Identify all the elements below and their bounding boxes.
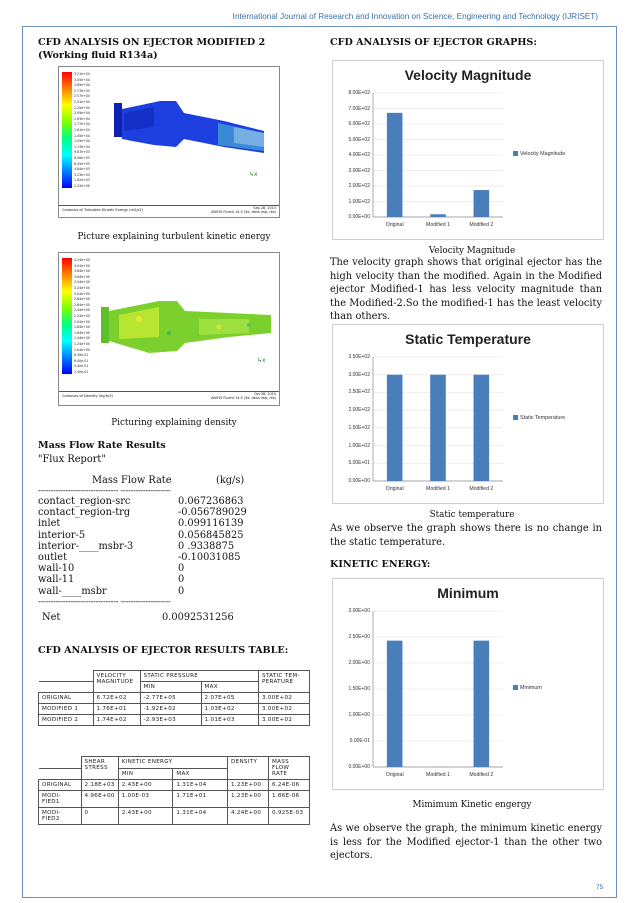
flux-row-name: interior-____msbr-3: [38, 540, 134, 552]
figure-caption-velocity: Velocity Magnitude: [428, 246, 516, 256]
table-row: MODI-FIED1 4.96E+00 1.00E-03 1.71E+01 1.23E+00 1.86E-06: [39, 791, 310, 808]
x-category-label: Modified 2: [469, 222, 494, 228]
flux-row-name: interior-5: [38, 529, 86, 541]
legend-value: 2.44e+00: [74, 308, 90, 313]
journal-header: International Journal of Research and Innovation on Science, Engineering and Technology (IJRISET): [232, 12, 598, 21]
header-kinetic-energy: KINETIC ENERGY: [118, 757, 227, 769]
legend-value: 1.29e+04: [74, 139, 90, 144]
flux-row-name: contact_region-src: [38, 496, 131, 507]
header-shear-stress: SHEAR STRESS: [81, 757, 118, 780]
legend-value: 2.25e+04: [74, 105, 90, 110]
page-border-right: [616, 26, 617, 898]
legend-value: 1.61e+04: [74, 128, 90, 132]
x-category-label: Modified 1: [426, 772, 450, 778]
figure-caption-turbulent-ke: Picture explaining turbulent kinetic energy: [77, 232, 271, 242]
y-tick-label: 3.00E+00: [348, 608, 370, 614]
kinetic-energy-heading: KINETIC ENERGY:: [330, 559, 431, 570]
mass-flow-divider: -------------------------------- --------------------: [38, 486, 171, 495]
header-density: DENSITY: [228, 757, 269, 780]
bar: [430, 375, 446, 481]
x-category-label: Original: [385, 772, 404, 778]
y-tick-label: 2.50E+02: [348, 389, 370, 396]
x-category-label: Original: [385, 222, 404, 228]
chart-title: Minimum: [437, 585, 499, 601]
legend-value: 1.84e+00: [74, 325, 90, 330]
chart-plot: [333, 325, 603, 503]
legend-value: 8.06e+03: [74, 156, 90, 160]
flux-row-value: 0.067236863: [178, 496, 244, 507]
mass-flow-heading: Mass Flow Rate Results: [38, 440, 166, 451]
legend-value: 2.40e-01: [74, 370, 89, 374]
y-tick-label: 0.00E+00: [348, 764, 370, 770]
kinetic-energy-paragraph: As we observe the graph, the minimum kinetic energy is less for the Modified ejector-1 than the other two ejectors.: [330, 823, 602, 862]
header-velocity: VELOCITY MAGNITUDE: [93, 671, 140, 693]
x-category-label: Original: [385, 486, 404, 492]
x-category-label: Modified 2: [469, 772, 494, 778]
flux-row-name: wall-10: [38, 563, 75, 575]
legend-value: 2.84e+00: [74, 297, 90, 302]
velocity-magnitude-chart: [332, 60, 604, 240]
legend-value: 3.23e+03: [74, 172, 90, 177]
table-row: ORIGINAL 6.72E+02 -2.77E+05 2.07E+05 3.00E+02: [39, 693, 310, 704]
legend-value: 1.45e+04: [74, 133, 90, 138]
x-category-label: Modified 2: [469, 486, 494, 492]
legend-value: 2.43e+00: [74, 184, 90, 188]
legend-value: 1.77e+04: [74, 122, 90, 127]
legend-value: 1.93e+04: [74, 116, 90, 121]
legend-value: 2.89e+04: [74, 83, 90, 88]
chart-legend: [513, 415, 565, 421]
legend-value: 4.04e+00: [74, 263, 90, 268]
static-temperature-chart: [332, 324, 604, 504]
flux-row-value: 0: [178, 585, 185, 597]
table-row: MODI-FIED2 0 2.43E+00 1.31E+04 4.24E+00 0.925E-03: [39, 808, 310, 825]
chart-plot: [333, 579, 603, 789]
y-tick-label: 1.50E+02: [348, 424, 370, 431]
flux-row-value: 0.099116139: [178, 518, 244, 530]
y-tick-label: 0.00E+00: [348, 214, 370, 220]
y-tick-label: 1.50E+00: [348, 686, 370, 692]
legend-value: 2.24e+00: [74, 314, 90, 318]
axis-triad-icon: ↳x: [257, 357, 266, 364]
ejector-geometry-green: [99, 289, 279, 369]
legend-value: 3.64e+00: [74, 274, 90, 279]
legend-label: Velocity Magnitude: [520, 151, 566, 157]
y-tick-label: 2.00E+00: [348, 660, 370, 666]
mass-flow-col-header: Mass Flow Rate: [92, 475, 172, 486]
chart-title: Static Temperature: [405, 331, 531, 347]
y-tick-label: 3.50E+02: [348, 354, 370, 360]
y-tick-label: 1.00E+02: [348, 198, 370, 205]
table-row: ORIGINAL 2.18E+03 2.43E+00 1.31E+04 1.23E+00 6.24E-06: [39, 780, 310, 791]
y-tick-label: 2.00E+02: [348, 183, 370, 189]
color-legend-bar: [62, 258, 72, 374]
sim-footer-meta: Sep 28, 2015 ANSYS Fluent 14.5 (3d, dbns imp, rke): [211, 206, 276, 215]
bar: [474, 641, 490, 767]
legend-value: 8.40e-01: [74, 353, 89, 358]
legend-value: 1.62e+03: [74, 178, 90, 183]
legend-swatch: [513, 415, 518, 420]
page-border-bottom: [22, 897, 617, 898]
figure-caption-min-ke: Mimimum Kinetic engergy: [412, 800, 532, 810]
y-tick-label: 1.00E+00: [348, 712, 370, 718]
legend-value: 3.84e+00: [74, 269, 90, 274]
legend-value: 4.24e+00: [74, 258, 90, 262]
mass-flow-divider: -------------------------------- --------------------: [38, 597, 171, 606]
x-category-label: Modified 1: [426, 222, 450, 228]
y-tick-label: 5.00E+02: [348, 136, 370, 143]
y-tick-label: 4.00E+02: [348, 152, 370, 158]
density-contour-image: [58, 252, 280, 406]
temperature-paragraph: As we observe the graph shows there is no change in the static temperature.: [330, 523, 602, 548]
flux-row-name: outlet: [38, 552, 68, 563]
flux-row-name: inlet: [38, 518, 61, 530]
legend-value: 2.73e+04: [74, 88, 90, 93]
flux-row-value: -0.056789029: [178, 507, 247, 519]
legend-value: 6.45e+03: [74, 161, 90, 166]
header-rule: [22, 26, 616, 27]
bar: [474, 190, 490, 217]
flux-row-value: 0: [178, 563, 185, 575]
table-row: MODIFIED 1 1.76E+01 -1.92E+02 1.03E+02 3.00E+02: [39, 704, 310, 715]
bar: [387, 375, 403, 481]
bar: [387, 641, 403, 767]
sim-footer-title: Contours of Density (kg/m3): [62, 394, 113, 398]
x-category-label: Modified 1: [426, 486, 450, 492]
minimum-ke-chart: [332, 578, 604, 790]
sim-footer-title: Contours of Turbulent Kinetic Energy (m2/s2): [62, 208, 144, 212]
flux-row-value: 0.056845825: [178, 529, 244, 541]
legend-value: 9.67e+03: [74, 150, 90, 155]
results-table-heading: CFD ANALYSIS OF EJECTOR RESULTS TABLE:: [38, 645, 289, 656]
y-tick-label: 8.00E+02: [348, 90, 370, 96]
legend-value: 1.44e+00: [74, 336, 90, 341]
flux-report-label: "Flux Report": [38, 454, 106, 465]
page-border-left: [22, 26, 23, 898]
y-tick-label: 3.00E+02: [348, 167, 370, 174]
y-tick-label: 5.00E-01: [349, 738, 370, 744]
legend-label: Static Temperature: [520, 415, 566, 421]
results-table-velocity-pressure: [38, 670, 310, 726]
table-row: MODIFIED 2 1.74E+02 -2.93E+03 1.01E+03 3.00E+02: [39, 715, 310, 726]
flux-row-name: wall-11: [38, 574, 75, 586]
legend-value: 1.64e+00: [74, 330, 90, 335]
axis-triad-icon: ↳x: [249, 171, 258, 178]
legend-label: Minimum: [520, 685, 542, 691]
y-tick-label: 1.00E+02: [348, 442, 370, 449]
legend-value: 4.84e+03: [74, 167, 90, 172]
velocity-paragraph: The velocity graph shows that original ejector has the high velocity than the modified. Again in the Modified ejector Modified-1 has less velocity magnitude than the Modified-2.So the modified-1 has the least velocity than others.: [330, 257, 602, 323]
section-heading-ejector-modified-2: CFD ANALYSIS ON EJECTOR MODIFIED 2 (Working fluid R134a): [38, 37, 266, 61]
flux-row-value: 0: [178, 574, 185, 586]
header-static-pressure: STATIC PRESSURE: [140, 671, 259, 682]
figure-caption-static-temperature: Static temperature: [429, 510, 515, 520]
units-col-header: (kg/s): [216, 475, 245, 486]
chart-legend: [513, 151, 565, 157]
header-mass-flow: MASS FLOW RATE: [269, 757, 310, 780]
chart-legend: [513, 685, 542, 691]
y-tick-label: 2.50E+00: [348, 634, 370, 640]
chart-title: Velocity Magnitude: [404, 67, 532, 83]
bar: [430, 214, 446, 217]
legend-value: 3.44e+00: [74, 280, 90, 285]
y-tick-label: 7.00E+02: [348, 105, 370, 112]
legend-value: 6.40e-01: [74, 358, 89, 363]
flux-row-value: -0.10031085: [178, 552, 241, 563]
header-min: MIN: [140, 682, 201, 693]
y-tick-label: 6.00E+02: [348, 121, 370, 127]
legend-value: 1.13e+04: [74, 144, 90, 149]
legend-value: 3.04e+00: [74, 291, 90, 296]
ejector-geometry-blue: [114, 87, 274, 167]
turbulent-ke-contour-image: [58, 66, 280, 218]
legend-value: 3.05e+04: [74, 77, 90, 82]
net-value: 0.0092531256: [162, 612, 234, 623]
legend-value: 2.09e+04: [74, 111, 90, 116]
legend-value: 3.21e+04: [74, 72, 90, 76]
legend-value: 1.04e+00: [74, 347, 90, 352]
y-tick-label: 2.00E+02: [348, 407, 370, 414]
legend-value: 4.40e-01: [74, 364, 89, 369]
flux-row-name: contact_region-trg: [38, 507, 131, 519]
chart-plot: [333, 61, 603, 239]
net-label: Net: [42, 612, 61, 623]
flux-row-value: 0 .9338875: [178, 540, 235, 552]
page-number: 75: [596, 884, 604, 891]
flux-row-name: wall-____msbr: [38, 585, 107, 597]
header-max: MAX: [201, 682, 258, 693]
results-table-shear-ke: SHEAR STRESS KINETIC ENERGY DENSITY MASS FLOW RATE MIN MAX ORIGINAL 2.18E+03 2.43E+00 1.31E+04 1.23E+00 6.24E-06 MODI-FIED1 4.96E+00 1.00E-03 1.71E+01 1.23E+00 1.86E-06 MODI-FIED2 0 2.43E+00 1.31E+04 4.24E+00 0.925E-03: [38, 756, 310, 825]
header-static-temp: STATIC TEM-PERATURE: [259, 671, 310, 693]
legend-value: 2.57e+04: [74, 94, 90, 99]
y-tick-label: 3.00E+02: [348, 371, 370, 378]
bar: [387, 113, 403, 217]
legend-swatch: [513, 685, 518, 690]
figure-caption-density: Picturing explaining density: [111, 418, 237, 428]
legend-swatch: [513, 151, 518, 156]
y-tick-label: 0.00E+00: [348, 478, 370, 484]
legend-value: 2.04e+00: [74, 319, 90, 324]
legend-value: 1.24e+00: [74, 342, 90, 346]
legend-value: 3.24e+00: [74, 286, 90, 290]
bar: [474, 375, 490, 481]
legend-value: 2.64e+00: [74, 302, 90, 307]
graphs-section-heading: CFD ANALYSIS OF EJECTOR GRAPHS:: [330, 37, 537, 48]
legend-value: 2.41e+04: [74, 100, 90, 104]
sim-footer-meta: Oct 28, 2015 ANSYS Fluent 14.5 (3d, dbns imp, rke): [211, 392, 276, 401]
y-tick-label: 5.00E+01: [348, 460, 370, 467]
color-legend-bar: [62, 72, 72, 188]
